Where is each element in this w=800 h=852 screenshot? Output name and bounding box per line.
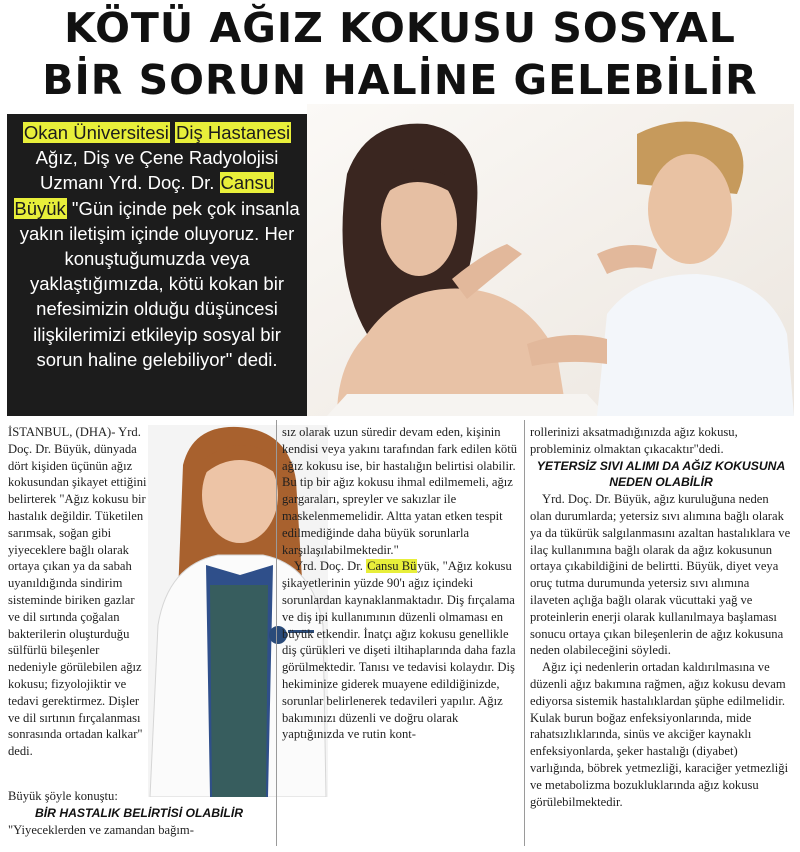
col3-p3: Ağız içi nedenlerin ortadan kaldırılmasına ve düzenli ağız bakımına rağmen, ağız kokusu devam ediyorsa sistemik hastalıklardan şüphe edilmelidir. Kulak burun boğaz enfeksiyonlarında, mide rahatsızlıklarında, sinüs ve akciğer kaynaklı enfeksiyonlarda, şeker hastalığı (diyabet) varlığında, böbrek yetmezliği, karaciğer yetmezliği ve metabolizma bozukluklarında ağız kokusu görülebilmektedir. (530, 660, 789, 809)
intro-text-2: "Gün içinde pek çok insanla yakın iletişim içinde oluyoruz. Her konuştuğumuzda veya yaklaştığımızda, kötü kokan bir nefesimizin olduğu düşüncesi ilişkilerimizi etkileyip sosyal bir sorun haline gelebiliyor" dedi. (19, 197, 300, 370)
headline (0, 2, 800, 106)
intro-text-1: Ağız, Diş ve Çene Radyolojisi Uzmanı Yrd. Doç. Dr. (35, 147, 279, 194)
intro-box (7, 114, 307, 416)
col1-last: "Yiyeceklerden ve zamandan bağım- (8, 822, 194, 837)
highlight-dis-hastanesi: Diş Hastanesi (175, 122, 291, 143)
highlight-okan: Okan Üniversitesi (23, 122, 169, 143)
col2-p2-rest: yük, "Ağız kokusu şikayetlerinin yüzde 90'ı ağız içindeki sorunlardan kaynaklanmaktadır. Diş fırçalama ve diş ipi kullanımının düzenli olmaması en büyük etkendir. İnatçı ağız kokusu genellikle diş çürükleri ve dişeti iltihaplarında daha fazla görülmektedir. Tanısı ve tedavisi kolaydır. Diş hekiminize giderek muayene edildiğinizde, sorunlar belirlenerek tedavileri yapılır. Ağız bakımınızı düzenli ve doğru olarak yaptığınızda ve rutin kont- (282, 559, 516, 742)
article-column-1 (8, 424, 148, 760)
column-rule-2 (524, 420, 525, 846)
headline-line-1: KÖTÜ AĞIZ KOKUSU SOSYAL (64, 4, 736, 52)
highlight-cansu-buyuk: Cansu Büyük (14, 172, 275, 219)
col2-p2 (282, 558, 520, 743)
article-column-2 (282, 424, 520, 743)
col3-p1: rollerinizi aksatmadığınızda ağız kokusu, probleminiz olmaktan çıkacaktır"dedi. (530, 425, 738, 456)
col3-subhead: YETERSİZ SIVI ALIMI DA AĞIZ KOKUSUNA NEDEN OLABİLİR (536, 458, 786, 490)
column-rule-1 (276, 420, 277, 846)
article-column-1-lower (8, 788, 270, 838)
article-column-3 (530, 424, 792, 810)
highlight-cansu-bu: Cansu Bü (367, 559, 417, 574)
col1-subhead: BİR HASTALIK BELİRTİSİ OLABİLİR (34, 805, 244, 820)
col1-intro: İSTANBUL, (DHA)- Yrd. Doç. Dr. Büyük, dünyada dört kişiden üçünün ağız kokusundan şikayet ettiğini belirterek "Ağız kokusu bir hastalık değildir. Tüketilen sarımsak, soğan gibi yiyeceklere bağlı olarak ortaya çıkan ya da sabah uyanıldığında sindirim sisteminde biriken gazlar ve dil sırtında çoğalan bakterilerin oluşturduğu sülfürlü bileşenler nedeniyle görülebilen ağız kokusu; fizyolojiktir ve tedavi gerektirmez. Dişler ve dil sırtının fırçalanması sonrasında ortadan kalkar" dedi. (8, 425, 147, 759)
col2-p2-start: Yrd. Doç. Dr. (294, 559, 367, 574)
couple-photo (307, 104, 794, 416)
couple-photo-illustration (307, 104, 794, 416)
col3-p2: Yrd. Doç. Dr. Büyük, ağız kuruluğuna neden olan durumlarda; yetersiz sıvı alımına bağlı olarak ya da tükürük salgılanmasını azaltan hastalıklara ve ilaç kullanımına bağlı olarak da ağız kokusunun ortaya çıkabildiğini de belirtti. Büyük, diyet veya oruç tutma durumunda yetersiz sıvı alımına ilaveten açlığa bağlı olarak vücuttaki yağ ve proteinlerin enerji olarak kullanılmaya başlaması sonucu ortaya çıkan bileşenlerin de ağız kokusuna neden olabileceğini söyledi. (530, 492, 791, 658)
headline-line-2: BİR SORUN HALİNE GELEBİLİR (42, 56, 758, 104)
col1-end: Büyük şöyle konuştu: (8, 789, 118, 803)
col2-p1: sız olarak uzun süredir devam eden, kişinin kendisi veya yakını tarafından fark edilen kötü ağız kokusu ise, bir hastalığın belirtisi olabilir. Bu tip bir ağız kokusu ihmal edilmemeli, ağız gargaraları, spreyler ve sakızlar ile maskelenmemelidir. Altta yatan etken tespit edilmediğinde daha büyük sorunlarla karşılaşılabilmektedir." (282, 425, 518, 557)
